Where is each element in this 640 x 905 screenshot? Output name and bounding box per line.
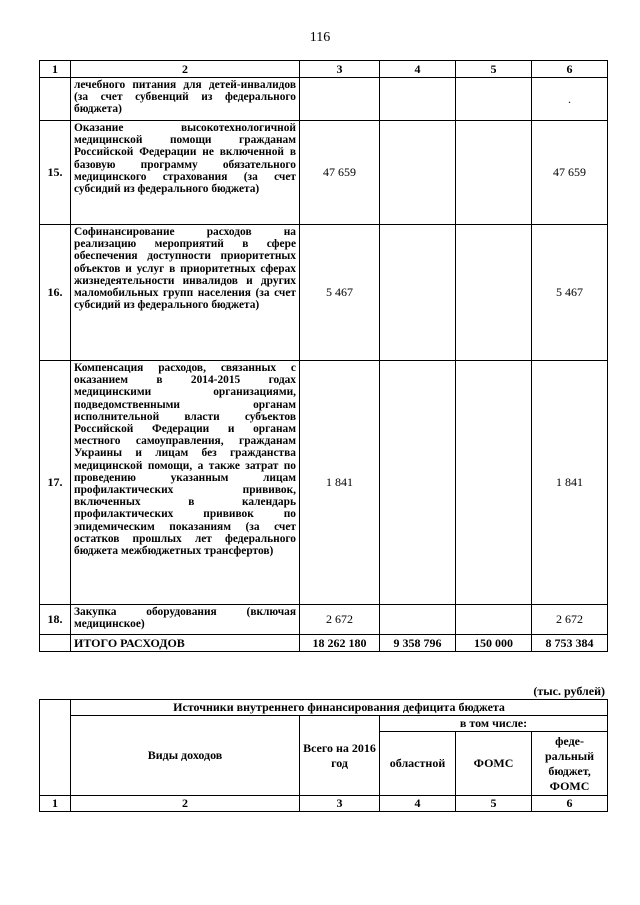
col-header-4: 4 — [380, 61, 456, 78]
col-header-1: 1 — [40, 61, 71, 78]
sources-num-3: 3 — [300, 796, 380, 812]
row-number: 18. — [40, 605, 71, 635]
row-number: 16. — [40, 225, 71, 361]
total-regional: 9 358 796 — [380, 635, 456, 652]
total-foms: 150 000 — [456, 635, 532, 652]
row-total: 5 467 — [300, 225, 380, 361]
row-foms — [456, 121, 532, 225]
table-row — [40, 78, 608, 121]
table-row — [40, 605, 608, 635]
col-header-5: 5 — [456, 61, 532, 78]
col-header-3: 3 — [300, 61, 380, 78]
total-row — [40, 635, 608, 652]
sources-empty-corner — [40, 700, 71, 796]
row-number: 15. — [40, 121, 71, 225]
col-federal-header: феде-ральный бюджет, ФОМС — [532, 732, 608, 796]
row-description: Компенсация расходов, связанных с оказанием в 2014-2015 годах медицинскими организациями, подведомственными органам исполнительной власти субъектов Российской Федерации и органам местного самоуправления, гражданам Украины и лицам без гражданства медицинской помощи, а также затрат по проведению указанным лицам профилактических прививок, включенных в календарь профилактических прививок по эпидемическим показаниям (за счет остатков прошлых лет федерального бюджета межбюджетных трансфертов) — [71, 361, 300, 605]
row-description: Оказание высокотехнологичной медицинской помощи гражданам Российской Федерации не включенной в базовую программу обязательного медицинского страхования (за счет субсидий из федерального бюджета) — [71, 121, 300, 225]
row-regional — [380, 78, 456, 121]
row-total: 2 672 — [300, 605, 380, 635]
row-description: лечебного питания для детей-инвалидов (за счет субвенций из федерального бюджета) — [71, 78, 300, 121]
col-regional-header: областной — [380, 732, 456, 796]
col-foms-header: ФОМС — [456, 732, 532, 796]
row-foms — [456, 78, 532, 121]
row-federal: 1 841 — [532, 361, 608, 605]
sources-num-5: 5 — [456, 796, 532, 812]
row-federal: 2 672 — [532, 605, 608, 635]
table-row — [40, 361, 608, 605]
row-total: 1 841 — [300, 361, 380, 605]
total-all: 18 262 180 — [300, 635, 380, 652]
row-regional — [380, 361, 456, 605]
row-regional — [380, 121, 456, 225]
col-types-header: Виды доходов — [71, 716, 300, 796]
total-number-cell — [40, 635, 71, 652]
row-federal: . — [532, 78, 608, 121]
row-number — [40, 78, 71, 121]
col-including-header: в том числе: — [380, 716, 608, 732]
sources-num-2: 2 — [71, 796, 300, 812]
sources-table — [39, 699, 608, 812]
total-federal: 8 753 384 — [532, 635, 608, 652]
sources-num-4: 4 — [380, 796, 456, 812]
table-row — [40, 121, 608, 225]
page-number: 116 — [309, 30, 331, 45]
row-regional — [380, 605, 456, 635]
total-label: ИТОГО РАСХОДОВ — [71, 635, 300, 652]
row-description: Закупка оборудования (включая медицинское) — [71, 605, 300, 635]
expense-table — [39, 60, 608, 652]
row-total: 47 659 — [300, 121, 380, 225]
table-row — [40, 225, 608, 361]
sources-num-6: 6 — [532, 796, 608, 812]
sources-section-title: Источники внутреннего финансирования дефицита бюджета — [71, 700, 608, 716]
row-foms — [456, 605, 532, 635]
row-regional — [380, 225, 456, 361]
units-label: (тыс. рублей) — [533, 684, 605, 698]
sources-number-row — [40, 796, 608, 812]
row-federal: 5 467 — [532, 225, 608, 361]
expense-table-header-row — [40, 61, 608, 78]
row-description: Софинансирование расходов на реализацию мероприятий в сфере обеспечения доступности приоритетных объектов и услуг в приоритетных сферах жизнедеятельности инвалидов и других маломобильных групп населения (за счет субсидий из федерального бюджета) — [71, 225, 300, 361]
row-federal: 47 659 — [532, 121, 608, 225]
row-foms — [456, 225, 532, 361]
row-number: 17. — [40, 361, 71, 605]
row-total — [300, 78, 380, 121]
row-foms — [456, 361, 532, 605]
col-header-2: 2 — [71, 61, 300, 78]
sources-num-1: 1 — [40, 796, 71, 812]
col-total-header: Всего на 2016 год — [300, 716, 380, 796]
col-header-6: 6 — [532, 61, 608, 78]
